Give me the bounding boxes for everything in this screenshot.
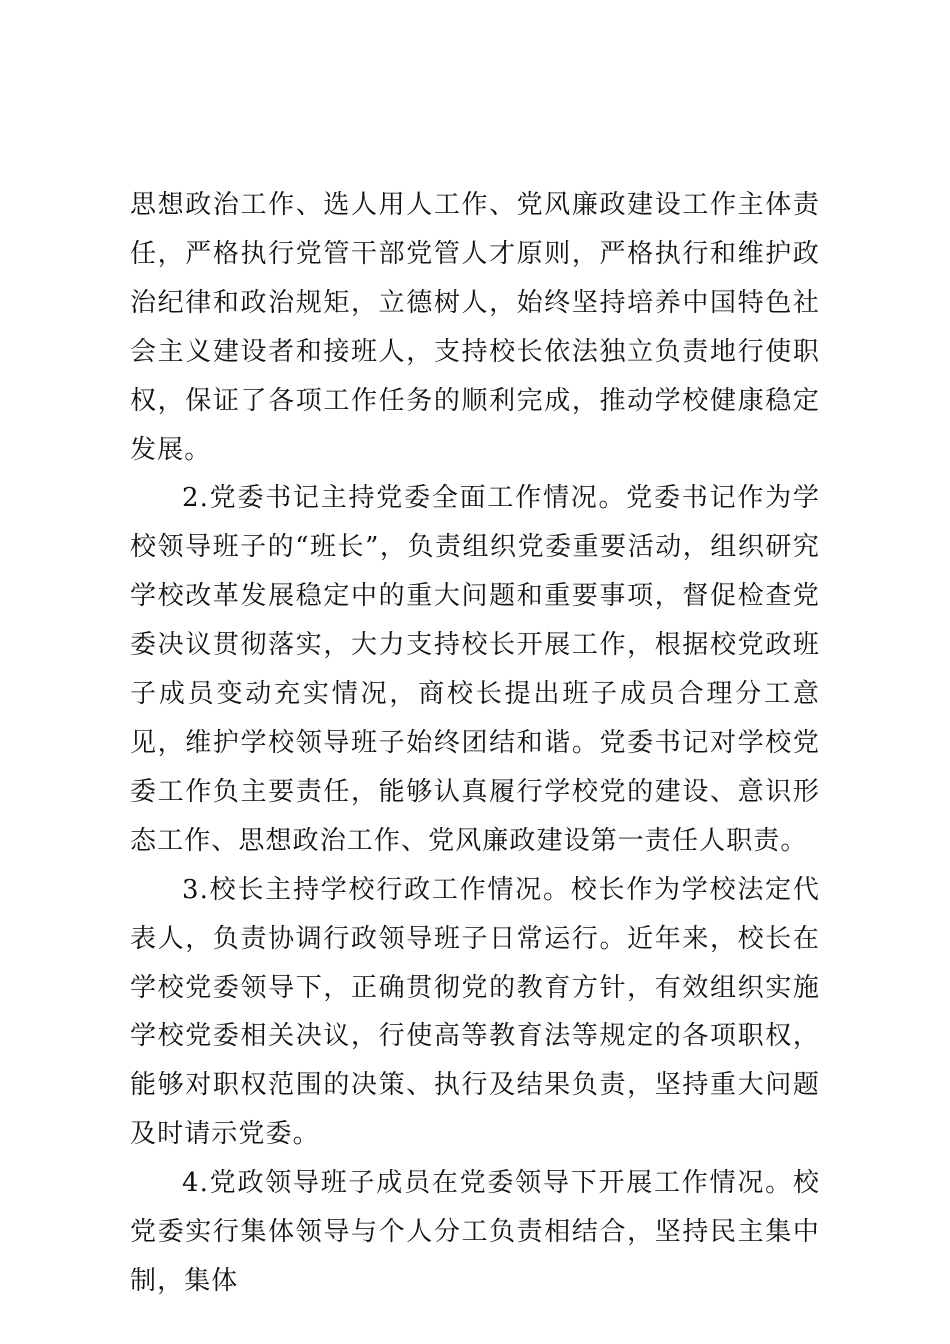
paragraph-responsibilities: 思想政治工作、选人用人工作、党风廉政建设工作主体责任，严格执行党管干部党管人才原则，严格执行和维护政治纪律和政治规矩，立德树人，始终坚持培养中国特色社会主义建设者和接班人，支持校长依法独立负责地行使职权，保证了各项工作任务的顺利完成，推动学校健康稳定发展。 [130, 190, 820, 465]
paragraph-party-secretary: 2.党委书记主持党委全面工作情况。党委书记作为学校领导班子的“班长”，负责组织党委重要活动，组织研究学校改革发展稳定中的重大问题和重要事项，督促检查党委决议贯彻落实，大力支持校长开展工作，根据校党政班子成员变动充实情况，商校长提出班子成员合理分工意见，维护学校领导班子始终团结和谐。党委书记对学校党委工作负主要责任，能够认真履行学校党的建设、意识形态工作、思想政治工作、党风廉政建设第一责任人职责。 [130, 483, 820, 856]
paragraph-president: 3.校长主持学校行政工作情况。校长作为学校法定代表人，负责协调行政领导班子日常运行。近年来，校长在学校党委领导下，正确贯彻党的教育方针，有效组织实施学校党委相关决议，行使高等教育法等规定的各项职权，能够对职权范围的决策、执行及结果负责，坚持重大问题及时请示党委。 [130, 874, 820, 1150]
document-body [130, 181, 820, 1306]
paragraph-leadership-members: 4.党政领导班子成员在党委领导下开展工作情况。校党委实行集体领导与个人分工负责相结合，坚持民主集中制，集体 [130, 1168, 820, 1296]
